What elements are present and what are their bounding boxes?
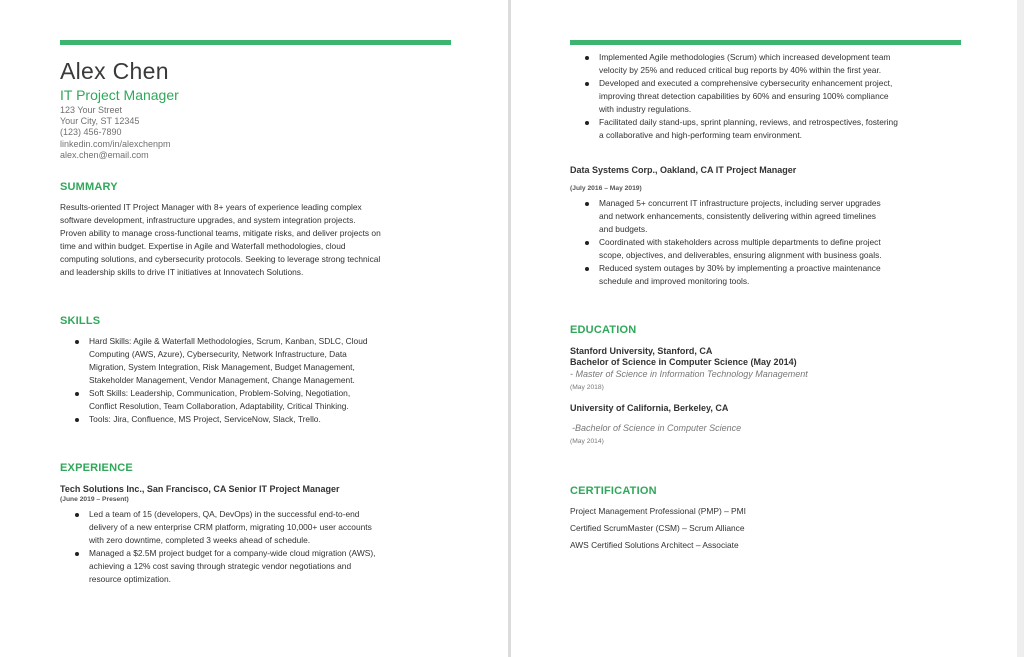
- contact-block: [60, 105, 171, 161]
- job-bullet: Led a team of 15 (developers, QA, DevOps) in the successful end-to-end delivery of a new enterprise CRM platform, migrating 10,000+ user accounts with zero downtime, completed 3 weeks ahead of schedule.: [89, 508, 380, 547]
- job-bullet: Implemented Agile methodologies (Scrum) which increased development team velocity by 25% and reduced critical bug reports by 40% within the first year.: [599, 51, 900, 77]
- contact-city: Your City, ST 12345: [60, 116, 140, 127]
- candidate-title: IT Project Manager: [60, 87, 179, 103]
- job-bullets: [570, 197, 890, 288]
- education-school: University of California, Berkeley, CA: [570, 403, 729, 413]
- education-school: Stanford University, Stanford, CA: [570, 346, 713, 356]
- contact-street: 123 Your Street: [60, 105, 123, 115]
- education-date: (May 2014): [570, 438, 604, 445]
- job-bullet: Managed a $2.5M project budget for a company-wide cloud migration (AWS), achieving a 12% cost saving through strategic vendor negotiations and resource optimization.: [89, 547, 380, 586]
- resume-page-1: [0, 0, 508, 657]
- skill-item: Soft Skills: Leadership, Communication, Problem-Solving, Negotiation, Conflict Resolution, Team Collaboration, Adaptability, Critical Thinking.: [89, 387, 380, 413]
- job-bullets-continued: [570, 51, 900, 142]
- education-date: (May 2018): [570, 384, 604, 391]
- summary-text: Results-oriented IT Project Manager with 8+ years of experience leading complex software development, infrastructure upgrades, and system integration projects. Proven ability to manage cross-functional teams, mitigate risks, and deliver projects on time and within budget. Expertise in Agile and Waterfall methodologies, cloud computing solutions, and cybersecurity protocols. Seeking to leverage strong technical and leadership skills to drive IT initiatives at Innovatech Solutions.: [60, 202, 381, 277]
- education-heading: EDUCATION: [570, 324, 637, 336]
- job-bullet: Developed and executed a comprehensive cybersecurity enhancement project, improving threat detection capabilities by 60% and ensuring 100% compliance with industry regulations.: [599, 77, 900, 116]
- skill-item: Hard Skills: Agile & Waterfall Methodologies, Scrum, Kanban, SDLC, Cloud Computing (AWS, Azure), Cybersecurity, Network Infrastructure, Data Migration, System Integration, Risk Management, Budget Management, Stakeholder Management, Vendor Management, Change Management.: [89, 335, 380, 387]
- accent-bar: [570, 40, 961, 45]
- resume-page-2: [511, 0, 1017, 657]
- contact-phone: (123) 456-7890: [60, 127, 122, 138]
- education-note: -Bachelor of Science in Computer Science: [572, 423, 742, 433]
- certification-heading: CERTIFICATION: [570, 485, 657, 497]
- job-dates: (June 2019 – Present): [60, 496, 129, 503]
- education-degree: Bachelor of Science in Computer Science (May 2014): [570, 357, 797, 367]
- skills-list: [60, 335, 380, 426]
- experience-heading: EXPERIENCE: [60, 462, 133, 474]
- job-bullet: Managed 5+ concurrent IT infrastructure projects, including server upgrades and network enhancements, consistently delivering within agreed timelines and budgets.: [599, 197, 890, 236]
- certification-item: AWS Certified Solutions Architect – Associate: [570, 540, 739, 550]
- certification-item: Certified ScrumMaster (CSM) – Scrum Alliance: [570, 523, 745, 533]
- job-bullets: [60, 508, 380, 586]
- accent-bar: [60, 40, 451, 45]
- job-bullet: Facilitated daily stand-ups, sprint planning, reviews, and retrospectives, fostering a collaborative and high-performing team environment.: [599, 116, 900, 142]
- job-bullet: Reduced system outages by 30% by implementing a proactive maintenance schedule and improved monitoring tools.: [599, 262, 890, 288]
- job-header: Tech Solutions Inc., San Francisco, CA Senior IT Project Manager: [60, 484, 340, 494]
- job-header: Data Systems Corp., Oakland, CA IT Project Manager: [570, 165, 797, 175]
- skill-item: Tools: Jira, Confluence, MS Project, ServiceNow, Slack, Trello.: [89, 413, 380, 426]
- contact-email: alex.chen@email.com: [60, 149, 149, 160]
- viewer-gutter: [1017, 0, 1024, 657]
- contact-linkedin: linkedin.com/in/alexchenpm: [60, 138, 171, 149]
- job-bullet: Coordinated with stakeholders across multiple departments to define project scope, objectives, and deliverables, ensuring alignment with business goals.: [599, 236, 890, 262]
- education-note: - Master of Science in Information Technology Management: [570, 369, 808, 379]
- summary-heading: SUMMARY: [60, 181, 118, 193]
- job-dates: (July 2016 – May 2019): [570, 185, 642, 192]
- certification-item: Project Management Professional (PMP) – PMI: [570, 506, 746, 516]
- candidate-name: Alex Chen: [60, 58, 169, 84]
- skills-heading: SKILLS: [60, 315, 101, 327]
